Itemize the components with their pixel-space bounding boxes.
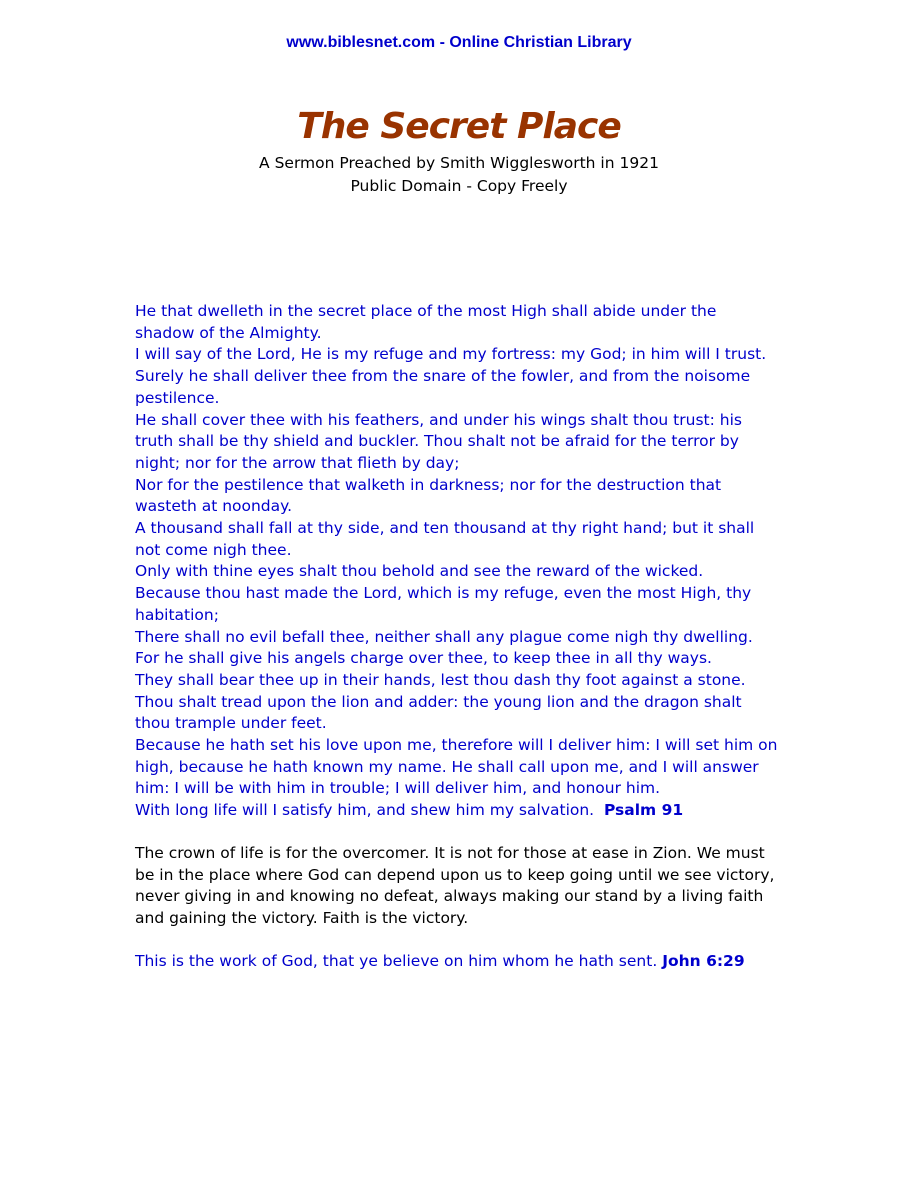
subtitle-author-line: A Sermon Preached by Smith Wigglesworth in 1921 [259, 154, 659, 172]
psalm-last-verse [135, 800, 780, 822]
psalm-verse: Thou shalt tread upon the lion and adder: the young lion and the dragon shalt thou trample under feet. [135, 692, 742, 733]
sermon-paragraph: The crown of life is for the overcomer. It is not for those at ease in Zion. We must be in the place where God can depend upon us to keep going until we see victory, never giving in and knowing no defeat, always making our stand by a living faith and gaining the victory. Faith is the victory. [135, 843, 775, 927]
psalm-passage [135, 301, 780, 822]
psalm-verse: For he shall give his angels charge over thee, to keep thee in all thy ways. [135, 649, 712, 668]
psalm-reference: Psalm 91 [603, 801, 684, 820]
psalm-verse: Nor for the pestilence that walketh in darkness; nor for the destruction that wasteth at noonday. [135, 475, 722, 516]
psalm-verse: Surely he shall deliver thee from the snare of the fowler, and from the noisome pestilence. [135, 367, 751, 407]
psalm-verse: Because thou hast made the Lord, which is my refuge, even the most High, thy habitation; [135, 584, 752, 624]
closing-reference: John 6:29 [662, 951, 745, 970]
psalm-verse: Only with thine eyes shalt thou behold and see the reward of the wicked. [135, 562, 704, 581]
psalm-verse: A thousand shall fall at thy side, and ten thousand at thy right hand; but it shall not come nigh thee. [135, 519, 755, 559]
page-title: The Secret Place [297, 106, 621, 147]
psalm-verse: He that dwelleth in the secret place of the most High shall abide under the shadow of the Almighty. [135, 302, 717, 342]
psalm-verse-text: With long life will I satisfy him, and shew him my salvation. [135, 801, 595, 820]
closing-verse-text: This is the work of God, that ye believe on him whom he hath sent. [135, 951, 658, 970]
subtitle-license-line: Public Domain - Copy Freely [350, 177, 568, 195]
subtitle [0, 152, 918, 198]
psalm-verse: He shall cover thee with his feathers, and under his wings shalt thou trust: his truth shall be thy shield and buckler. Thou shalt not be afraid for the terror by night; nor for the arrow that flieth by day; [135, 410, 742, 472]
psalm-verse: Because he hath set his love upon me, therefore will I deliver him: I will set him on high, because he hath known my name. He shall call upon me, and I will answer him: I will be with him in trouble; I will deliver him, and honour him. [135, 736, 778, 798]
psalm-verse: There shall no evil befall thee, neither shall any plague come nigh thy dwelling. [135, 627, 753, 646]
site-header[interactable]: www.biblesnet.com - Online Christian Library [286, 34, 632, 51]
psalm-verse: I will say of the Lord, He is my refuge and my fortress: my God; in him will I trust. [135, 345, 767, 364]
sermon-content [135, 301, 780, 972]
closing-verse [135, 951, 780, 973]
psalm-verse: They shall bear thee up in their hands, lest thou dash thy foot against a stone. [135, 670, 746, 689]
